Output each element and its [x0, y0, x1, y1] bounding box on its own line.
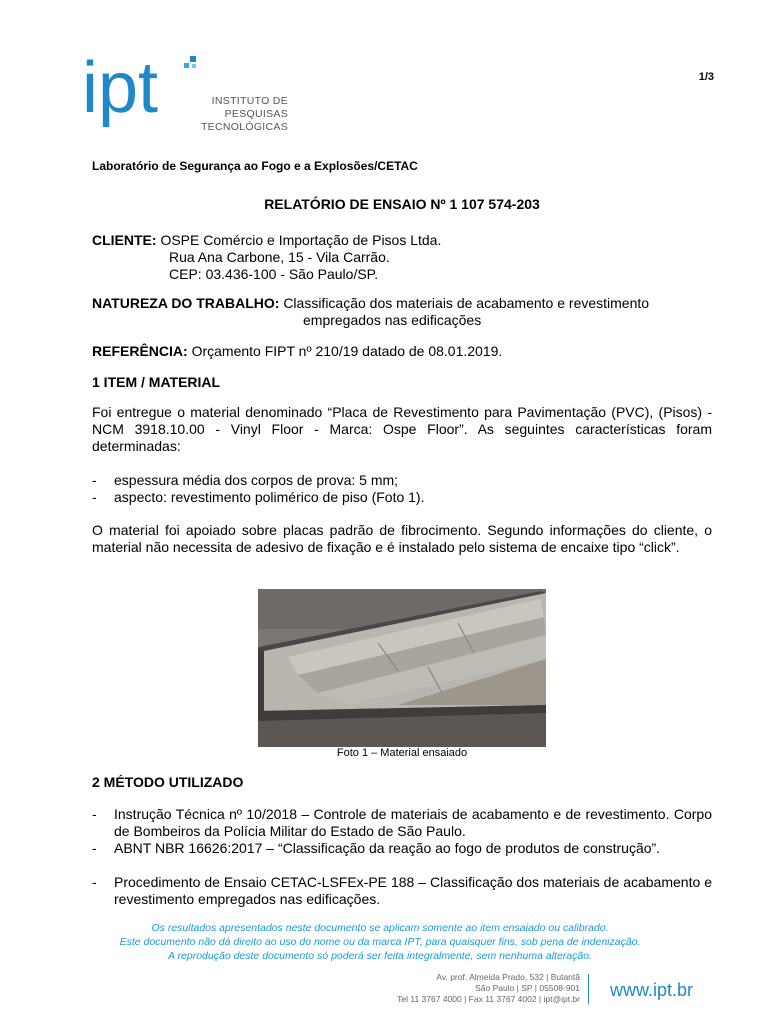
page-number: 1/3 — [698, 71, 714, 83]
client-name: OSPE Comércio e Importação de Pisos Ltda. — [160, 232, 442, 248]
list-item: - Procedimento de Ensaio CETAC-LSFEx-PE 188 – Classificação dos materiais de acabamento e revestimento empregados nas edificações. — [92, 874, 712, 907]
nature-line — [92, 295, 712, 312]
report-title: RELATÓRIO DE ENSAIO Nº 1 107 574-203 — [264, 196, 540, 212]
nature-text: Classificação dos materiais de acabamento e revestimento — [283, 295, 650, 311]
section-2-heading: 2 MÉTODO UTILIZADO — [92, 774, 244, 790]
client-line — [92, 232, 441, 249]
lab-name: Laboratório de Segurança ao Fogo e a Explosões/CETAC — [92, 159, 418, 173]
material-photo-image — [258, 589, 546, 747]
section-1-heading: 1 ITEM / MATERIAL — [92, 374, 221, 390]
footer-address: Av. prof. Almeida Prado, 532 | Butantã São Paulo | SP | 05508-901 Tel 11 3767 4000 | Fax 11 3767 4002 | ipt@ipt.br — [397, 972, 580, 1004]
logo-institute-name: INSTITUTO DE PESQUISAS TECNOLÓGICAS — [200, 95, 288, 133]
list-item: - espessura média dos corpos de prova: 5 mm; — [92, 472, 399, 488]
client-address: Rua Ana Carbone, 15 - Vila Carrão. — [169, 249, 390, 265]
list-item: - ABNT NBR 16626:2017 – “Classificação da reação ao fogo de produtos de construção”. — [92, 840, 661, 856]
footer-divider — [588, 974, 589, 1004]
reference-text: Orçamento FIPT nº 210/19 datado de 08.01.2019. — [191, 343, 503, 359]
reference-line — [92, 343, 502, 360]
footer-website[interactable]: www.ipt.br — [610, 980, 694, 1000]
list-item: - Instrução Técnica nº 10/2018 – Controle de materiais de acabamento e de revestimento. Corpo de Bombeiros da Polícia Militar do Estado de São Paulo. — [92, 806, 712, 839]
nature-text-2: empregados nas edificações — [303, 312, 482, 328]
section-1-paragraph-2: O material foi apoiado sobre placas padrão de fibrocimento. Segundo informações do cliente, o material não necessita de adesivo de fixação e é instalado pelo sistema de encaixe tipo “click”. — [92, 522, 712, 555]
logo-word: ipt — [82, 50, 159, 128]
client-cep: CEP: 03.436-100 - São Paulo/SP. — [169, 266, 379, 282]
material-photo — [258, 589, 546, 747]
photo-caption: Foto 1 – Material ensaiado — [336, 747, 468, 759]
footer-disclaimer: Os resultados apresentados neste documento se aplicam somente ao item ensaiado ou calibrado. Este documento não dá direito ao uso do nome ou da marca IPT, para quaisquer fins, sob pena de indenização. A reprodução deste documento só poderá ser feita integralmente, sem nenhuma alteração. — [119, 922, 641, 962]
reference-label: REFERÊNCIA: — [92, 343, 188, 359]
client-label: CLIENTE: — [92, 232, 157, 248]
list-item: - aspecto: revestimento polimérico de piso (Foto 1). — [92, 489, 425, 505]
nature-label: NATUREZA DO TRABALHO: — [92, 295, 280, 311]
section-1-paragraph: Foi entregue o material denominado “Placa de Revestimento para Pavimentação (PVC), (Pisos) - NCM 3918.10.00 - Vinyl Floor - Marca: Ospe Floor”. As seguintes características foram determinadas: — [92, 404, 712, 454]
